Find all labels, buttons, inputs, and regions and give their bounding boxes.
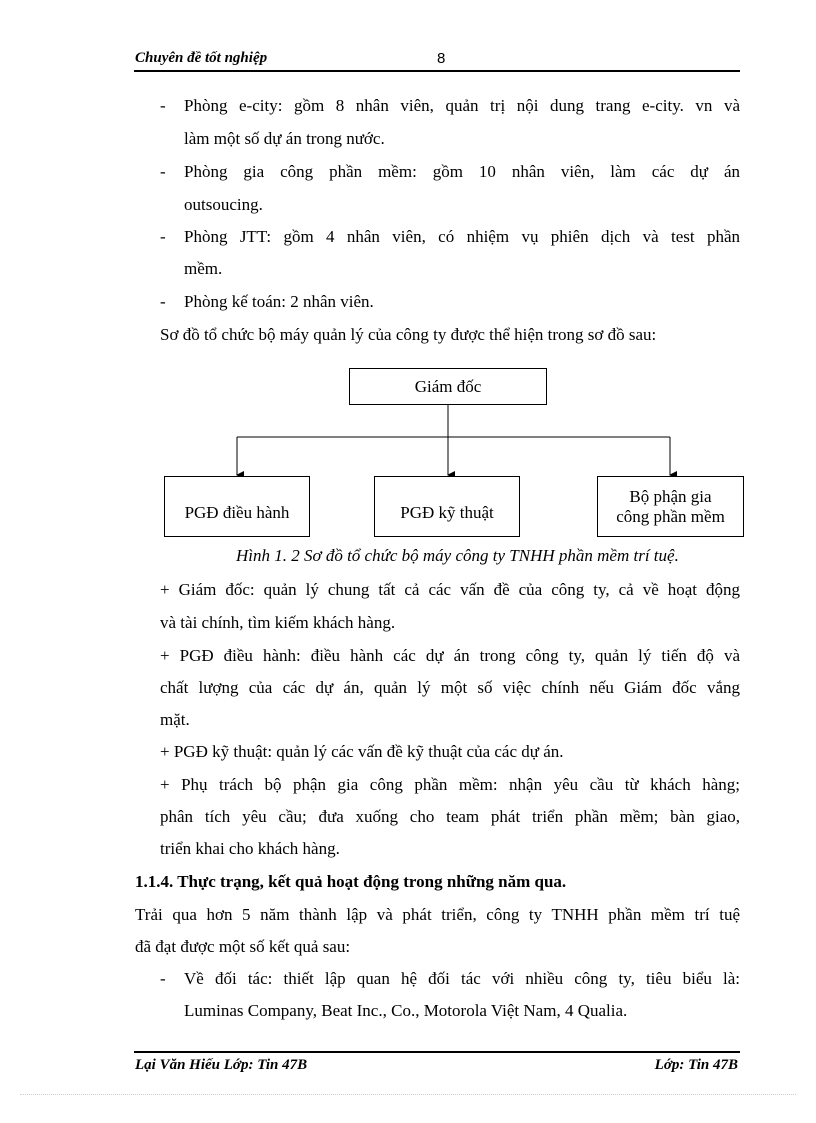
org-box-bo-phan-line2: công phần mềm xyxy=(616,506,725,526)
org-box-giam-doc-label: Giám đốc xyxy=(414,376,482,396)
bullet-dash: - xyxy=(160,162,166,181)
bullet-ketoan-line1: Phòng kế toán: 2 nhân viên. xyxy=(184,292,374,311)
bullet-dash: - xyxy=(160,969,166,988)
bullet-giacong-line2: outsoucing. xyxy=(184,195,263,214)
bullet-dash: - xyxy=(160,227,166,246)
para-phu-trach-line2: phân tích yêu cầu; đưa xuống cho team phát triển phần mềm; bàn giao, xyxy=(160,807,740,826)
header-title: Chuyên đề tốt nghiệp xyxy=(135,50,268,66)
bullet-giacong-line1: Phòng gia công phần mềm: gồm 10 nhân viên, làm các dự án xyxy=(184,162,740,181)
bullet-ecity-line2: làm một số dự án trong nước. xyxy=(184,129,385,148)
page-bottom-border xyxy=(20,1094,796,1095)
org-box-bo-phan-gia-cong xyxy=(597,476,744,537)
bullet-dash: - xyxy=(160,292,166,311)
para-pgd-dh-line3: mặt. xyxy=(160,710,190,729)
bullet-ecity-line1: Phòng e-city: gồm 8 nhân viên, quản trị nội dung trang e-city. vn và xyxy=(184,96,740,115)
org-box-pgd-ky-thuat xyxy=(374,476,520,537)
para-pgd-dh-line1: + PGĐ điều hành: điều hành các dự án trong công ty, quản lý tiến độ và xyxy=(160,646,740,665)
header-rule xyxy=(134,70,740,72)
org-box-pgd-ky-thuat-label: PGĐ kỹ thuật xyxy=(400,502,494,522)
bullet-dash: - xyxy=(160,96,166,115)
bullet-jtt-line2: mềm. xyxy=(184,259,223,278)
org-box-bo-phan-line1: Bộ phận gia xyxy=(629,486,712,506)
para-phu-trach-line1: + Phụ trách bộ phận gia công phần mềm: nhận yêu cầu từ khách hàng; xyxy=(160,775,740,794)
bullet-jtt-line1: Phòng JTT: gồm 4 nhân viên, có nhiệm vụ phiên dịch và test phần xyxy=(184,227,740,246)
para-giam-doc-line1: + Giám đốc: quản lý chung tất cả các vấn đề của công ty, cả về hoạt động xyxy=(160,580,740,599)
org-box-pgd-dieu-hanh xyxy=(164,476,310,537)
para-pgd-kt: + PGĐ kỹ thuật: quản lý các vấn đề kỹ thuật của các dự án. xyxy=(160,742,564,761)
figure-caption: Hình 1. 2 Sơ đồ tổ chức bộ máy công ty TNHH phần mềm trí tuệ. xyxy=(236,546,679,565)
para-giam-doc-line2: và tài chính, tìm kiếm khách hàng. xyxy=(160,613,396,632)
org-box-pgd-dieu-hanh-label: PGĐ điều hành xyxy=(184,502,290,522)
page-number: 8 xyxy=(437,50,446,67)
para-phu-trach-line3: triển khai cho khách hàng. xyxy=(160,839,340,858)
footer-author: Lại Văn Hiếu Lớp: Tin 47B xyxy=(135,1057,308,1073)
section-p1-line1: Trải qua hơn 5 năm thành lập và phát triển, công ty TNHH phần mềm trí tuệ xyxy=(135,905,740,924)
footer-rule xyxy=(134,1051,740,1053)
section-bullet-line1: Về đối tác: thiết lập quan hệ đối tác với nhiều công ty, tiêu biểu là: xyxy=(184,969,740,988)
section-heading: 1.1.4. Thực trạng, kết quả hoạt động trong những năm qua. xyxy=(135,872,567,891)
section-bullet-line2: Luminas Company, Beat Inc., Co., Motorola Việt Nam, 4 Qualia. xyxy=(184,1001,628,1020)
para-pgd-dh-line2: chất lượng của các dự án, quản lý một số việc chính nếu Giám đốc vắng xyxy=(160,678,740,697)
section-p1-line2: đã đạt được một số kết quả sau: xyxy=(135,937,351,956)
org-box-giam-doc xyxy=(349,368,547,405)
chart-intro: Sơ đồ tổ chức bộ máy quản lý của công ty được thể hiện trong sơ đồ sau: xyxy=(160,325,657,344)
footer-class: Lớp: Tin 47B xyxy=(654,1057,738,1073)
